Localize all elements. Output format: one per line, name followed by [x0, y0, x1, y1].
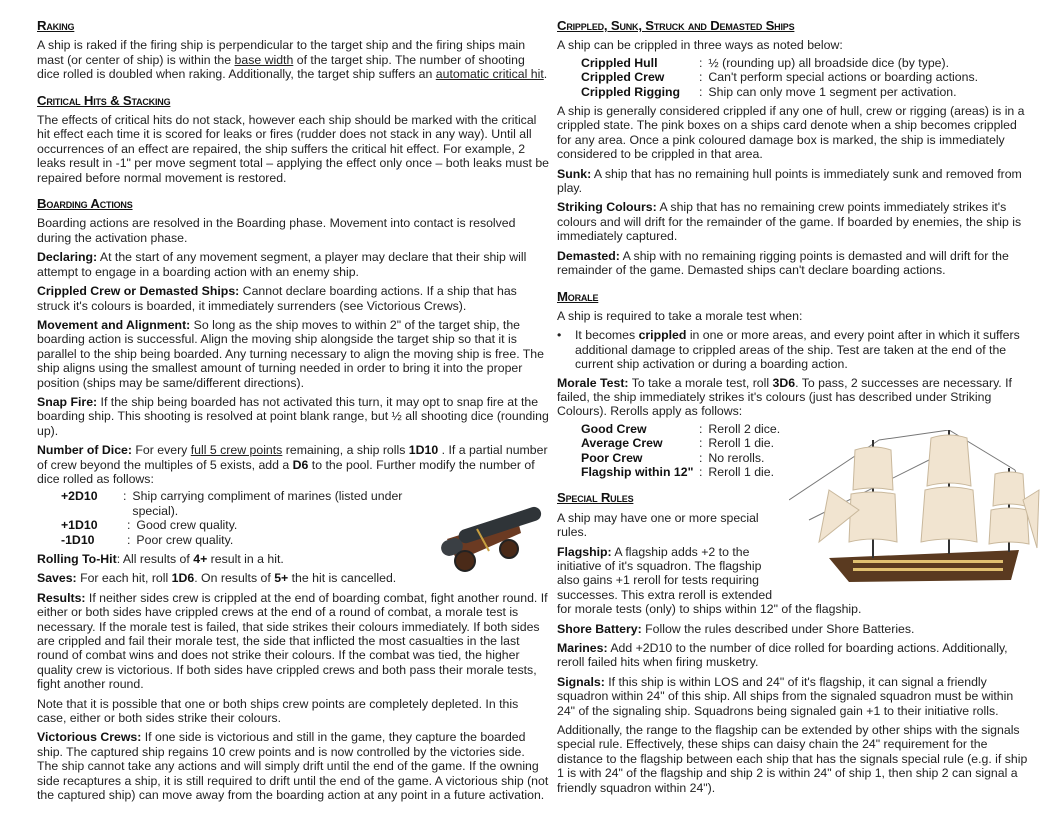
left-column [37, 19, 549, 808]
list-value: Reroll 1 die. [708, 464, 775, 479]
text-run: For each hit, roll [76, 571, 172, 586]
text-run: Note that it is possible that one or both ships crew points are completely depleted. In this case, either or both sides strike their colours. [37, 696, 519, 726]
paragraph [557, 104, 1033, 162]
list-label: Good Crew [581, 421, 647, 436]
text-run: If the ship being boarded has not activated this turn, it may opt to snap fire at the boarding ship. This shooting is resolved at point blank range, but ½ all shooting dice (rounding up). [37, 394, 549, 438]
text-run: A ship is generally considered crippled if any one of hull, crew or rigging (areas) is in a crippled state. The pink boxes on a ships card denote when a ship becomes crippled for any area. Once a pink coloured damage box is marked, the ship is immediately considered to be crippled in that area. [557, 104, 1025, 162]
text-run: A ship that has no remaining hull points is immediately sunk and removed from play. [557, 166, 1022, 196]
text-run: A flagship adds +2 to the initiative of it's squadron. The flagship also gains +1 reroll for tests requiring successes. This extra reroll is extended for morale tests (only) to ships within 12" of the flagship. [557, 544, 862, 617]
text-run: . If a partial number of crew beyond the multiples of 5 exists, add a [37, 443, 548, 472]
text-run: of the target ship. The number of shooting dice rolled is doubled when raking. Additionally, the target ship suffers an [37, 52, 525, 82]
paragraph [557, 38, 1033, 52]
list-label: Crippled Crew [581, 70, 665, 85]
text-run: . [543, 67, 548, 82]
text-run: the hit is cancelled. [288, 571, 397, 586]
paragraph [557, 622, 1033, 636]
bold-term: Signals: [557, 674, 605, 689]
text-run: A ship is raked if the firing ship is perpendicular to the target ship and the firing ships main mast (or center of ship) is within the [37, 38, 526, 67]
list-label: Crippled Rigging [581, 84, 681, 99]
paragraph [557, 376, 1033, 419]
bold-term: Sunk: [557, 166, 592, 181]
paragraph [557, 249, 1033, 278]
definition-list [581, 56, 1033, 99]
underlined-text: automatic critical hit [435, 67, 544, 82]
text-run: . To pass, 2 successes are necessary. If failed, the ship immediately strikes it's colours (just has described under Striking Colours). Rerolls apply as follows: [557, 375, 1012, 419]
bold-term: Crippled Crew or Demasted Ships: [37, 284, 240, 299]
bold-term: Snap Fire: [37, 394, 98, 409]
paragraph [37, 318, 549, 390]
text-run: So long as the ship moves to within 2" of the target ship, the boarding action is successful. Align the moving ship alongside the target ship so that it is parallel to the ship being boarded. Any turning necessary to align the moving ship is free. The ship aligns using the smallest amount of turning needed in order to bring it into the proper position (ships may be same/different directions). [37, 317, 544, 390]
text-run: result in a hit. [207, 552, 284, 566]
bold-term: Flagship: [557, 544, 612, 559]
paragraph [37, 697, 549, 726]
list-value: Ship can only move 1 segment per activation. [708, 84, 957, 99]
text-run: It becomes [575, 328, 639, 343]
list-label: Average Crew [581, 436, 663, 451]
list-label: Flagship within 12" [581, 464, 694, 479]
text-run: Additionally, the range to the flagship can be extended by other ships with the signals special rule. Effectively, these ships can daisy chain the 24" requirement for the distance to the flagship between each ship that has the signals special rule (e.g. if ship 1 is with 24" of the flagship and ship 2 is within 24" of ship 1, then ship 2 can signal a friendly squadron within 24"). [557, 723, 1028, 795]
bold-term: Results: [37, 590, 86, 605]
text-run: A ship may have one or more special rules. [557, 510, 759, 540]
separator: : [699, 84, 703, 99]
ship-illustration [789, 430, 1041, 601]
text-run: A ship with no remaining rigging points is demasted and will drift for the remainder of the game. Demasted ships can't declare boarding actions. [557, 248, 1009, 278]
cannon-illustration [437, 499, 545, 578]
paragraph [557, 641, 1033, 670]
list-row [581, 422, 783, 436]
list-label: +2D10 [61, 489, 98, 504]
list-row [581, 451, 783, 465]
text-run: Cannot declare boarding actions. If a ship that has struck it's colours is boarded, it immediately surrenders (see Victorious Crews). [37, 284, 517, 313]
list-value: No rerolls. [708, 450, 765, 465]
list-value: Can't perform special actions or boarding actions. [708, 70, 979, 85]
bold-term: 3D6 [772, 375, 796, 390]
bold-term: Saves: [37, 571, 77, 586]
list-label: +1D10 [61, 518, 98, 533]
paragraph [37, 250, 549, 279]
text-run: The effects of critical hits do not stack, however each ship should be marked with the critical hit effect each time it is scored for leaks or fires (rudder does not stack in any way). Until all occurrences of an effect are repaired, the ship suffers the critical hit effect. For example, 2 leaks result in -1" per move segment total – applying the effect only once – both leaks must be repaired before normal movement is restored. [37, 113, 550, 185]
bullet-item [557, 328, 1033, 371]
bold-term: Movement and Alignment: [37, 317, 191, 332]
list-row [581, 56, 1033, 70]
paragraph [557, 675, 1033, 718]
bold-term: D6 [292, 457, 309, 472]
list-value: Poor crew quality. [136, 532, 234, 547]
text-run: At the start of any movement segment, a player may declare that their ship will attempt to engage in a boarding action with an enemy ship. [37, 250, 527, 279]
text-run: A ship can be crippled in three ways as noted below: [557, 38, 843, 53]
section-heading: Morale [557, 288, 599, 304]
section-heading: Boarding Actions [37, 196, 133, 212]
bold-term: 5+ [274, 571, 289, 586]
bullet-icon: • [557, 328, 562, 343]
list-row [581, 85, 1033, 99]
paragraph [37, 395, 549, 438]
bold-term: Striking Colours: [557, 200, 657, 215]
paragraph [37, 591, 549, 692]
paragraph [37, 113, 549, 185]
bold-term: Declaring: [37, 250, 98, 265]
text-run: : All results of [116, 552, 194, 566]
separator: : [699, 464, 703, 479]
bold-term: Victorious Crews: [37, 730, 142, 745]
bold-term: crippled [638, 328, 687, 343]
list-label: Crippled Hull [581, 55, 658, 70]
text-run: to the pool. Further modify the number of dice rolled as follows: [37, 457, 535, 486]
separator: : [127, 532, 131, 547]
section-heading: Critical Hits & Stacking [37, 92, 171, 108]
text-run: Follow the rules described under Shore Batteries. [641, 621, 915, 636]
list-label: -1D10 [61, 532, 95, 547]
paragraph [557, 309, 1033, 323]
underlined-text: full 5 crew points [190, 443, 283, 458]
text-run: Boarding actions are resolved in the Boarding phase. Movement into contact is resolved during the activation phase. [37, 216, 516, 245]
list-value: ½ (rounding up) all broadside dice (by type). [708, 55, 950, 70]
bold-term: Marines: [557, 641, 608, 656]
bold-term: Morale Test: [557, 375, 629, 390]
list-row [61, 533, 431, 547]
list-row [61, 489, 431, 518]
paragraph [37, 216, 549, 245]
list-row [581, 436, 783, 450]
text-run: remaining, a ship rolls [282, 443, 409, 458]
bold-term: Demasted: [557, 248, 620, 263]
section-heading: Special Rules [557, 490, 634, 506]
separator: : [699, 436, 703, 451]
text-run: If one side is victorious and still in the game, they capture the boarded ship. The captured ship regains 10 crew points and is now controlled by the victories side. The ship cannot take any actions and will simply drift until the end of the game. If the owning side recaptures a ship, it is still required to drift until the end of the game. A victorious ship (not the captured ship) can move away from the boarding action at any point in a future activation. [37, 730, 549, 803]
list-value: Good crew quality. [136, 518, 238, 533]
bold-term: Number of Dice: [37, 443, 132, 458]
bold-term: 1D10 [408, 443, 439, 458]
list-row [61, 518, 431, 532]
text-run: . On results of [194, 571, 275, 586]
right-column [557, 19, 1033, 800]
section-heading: Raking [37, 18, 75, 33]
text-run: in one or more areas, and every point after in which it suffers additional damage to crippled areas of the ship. Test are taken at the end of the current ship activation or during a boarding action. [575, 328, 1020, 372]
list-row [581, 70, 1033, 84]
underlined-text: base width [234, 52, 294, 67]
bold-term: Rolling To-Hit [37, 552, 117, 566]
paragraph [37, 730, 549, 802]
separator: : [699, 421, 703, 436]
bold-term: 1D6 [171, 571, 195, 586]
paragraph [37, 284, 549, 313]
section-heading: Crippled, Sunk, Struck and Demasted Ships [557, 18, 795, 33]
paragraph [37, 443, 549, 486]
bold-term: 4+ [193, 552, 208, 566]
separator: : [123, 489, 127, 504]
separator: : [699, 55, 703, 70]
list-value: Reroll 1 die. [708, 436, 775, 451]
list-row [581, 465, 783, 479]
text-run: To take a morale test, roll [628, 375, 773, 390]
bold-term: Shore Battery: [557, 621, 642, 636]
paragraph [557, 723, 1033, 795]
list-value: Ship carrying compliment of marines (listed under special). [132, 489, 403, 518]
list-label: Poor Crew [581, 450, 643, 465]
paragraph [557, 200, 1033, 243]
paragraph [557, 167, 1033, 196]
bullet-text [575, 328, 1033, 371]
text-run: A ship that has no remaining crew points immediately strikes it's colours and will drift for the remainder of the game. If boarded by enemies, the ship is immediately captured. [557, 200, 1022, 244]
separator: : [127, 518, 131, 533]
text-run: If neither sides crew is crippled at the end of boarding combat, fight another round. If either or both sides have crippled crews at the end of a round of combat, a morale test is necessary. If the morale test is failed, that side strikes their colours immediately. If both sides are crippled and fail their morale test, the side that inflicted the most casualties in the last round of combat wins and does not strike their colours. If the combat was tied, the higher quality crew is victorious. If both sides have crippled crews and both pass their morale tests, fight another round. [37, 590, 548, 692]
text-run: A ship is required to take a morale test when: [557, 308, 803, 323]
text-run: If this ship is within LOS and 24" of it's flagship, it can signal a friendly squadron within 24" of this ship. All ships from the signaled squadron must be within 24" of the signaling ship. Squadrons being signaled gain +1 to their initiative rolls. [557, 674, 1014, 718]
separator: : [699, 70, 703, 85]
text-run: Add +2D10 to the number of dice rolled for boarding actions. Additionally, reroll failed hits when firing musketry. [557, 641, 1008, 670]
separator: : [699, 450, 703, 465]
text-run: For every [131, 443, 191, 458]
paragraph [37, 38, 549, 81]
list-value: Reroll 2 dice. [708, 421, 781, 436]
